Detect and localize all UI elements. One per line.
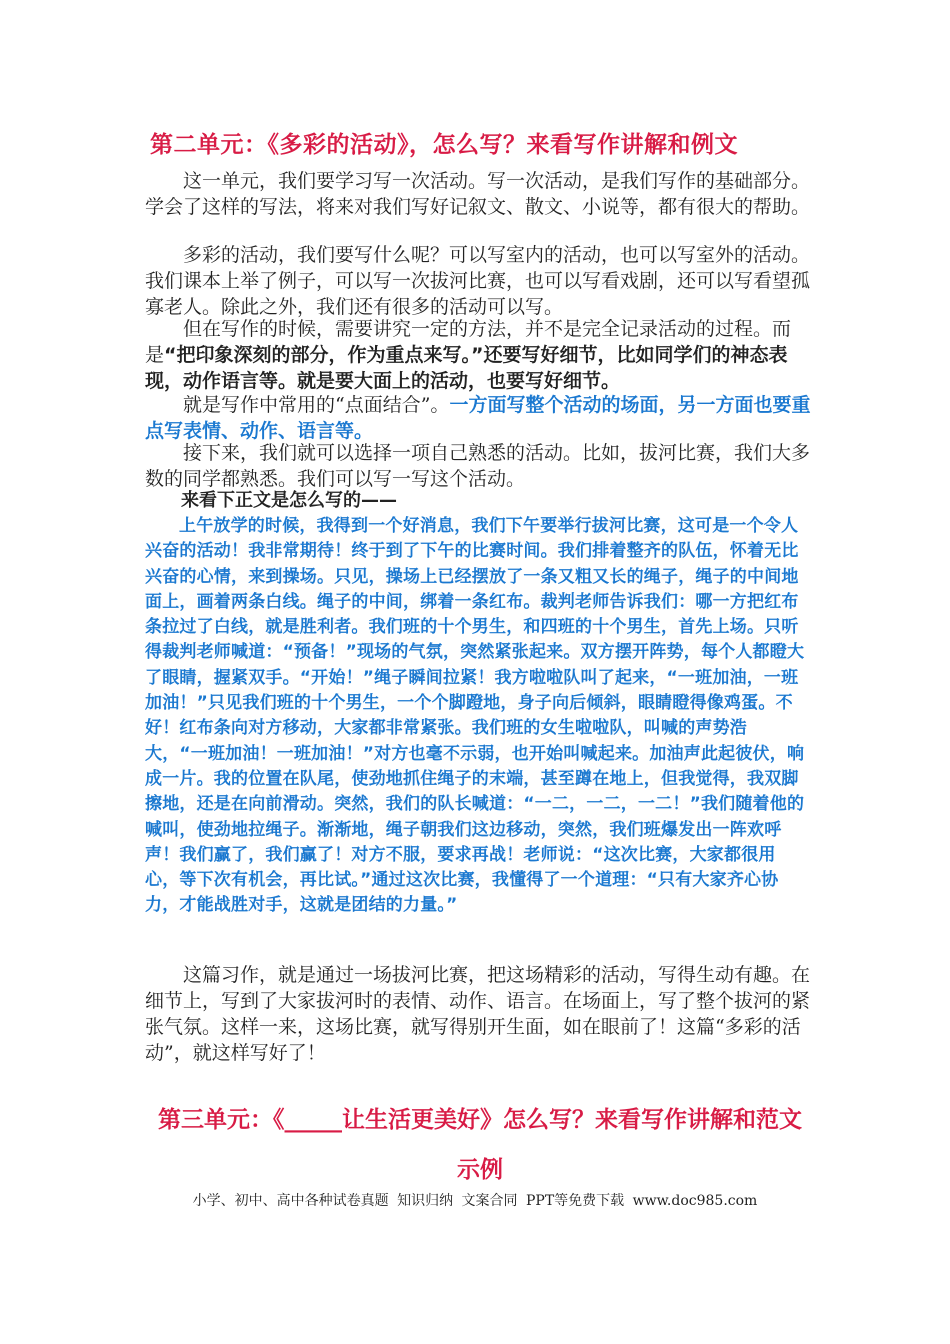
method-text: 但在写作的时候，需要讲究一定的方法，并不是完全记录活动的过程。而是 — [145, 318, 792, 366]
paragraph-method — [145, 316, 815, 394]
method-emphasis: “把印象深刻的部分，作为重点来写。”还要写好细节，比如同学们的神态表现，动作语言等。就是要大面上的活动，也要写好细节。 — [145, 344, 788, 392]
next-section-title: 第三单元：《_____让生活更美好》怎么写？来看写作讲解和范文示例 — [158, 1107, 802, 1183]
footer-watermark: 小学、初中、高中各种试卷真题 知识归纳 文案合同 PPT等免费下载 www.doc985.com — [192, 1193, 758, 1209]
paragraph-point-surface — [145, 392, 815, 444]
paragraph-intro: 这一单元，我们要学习写一次活动。写一次活动，是我们写作的基础部分。学会了这样的写法，将来对我们写好记叙文、散文、小说等，都有很大的帮助。 — [145, 170, 811, 218]
point-surface-highlight: 一方面写整个活动的场面，另一方面也要重点写表情、动作、语言等。 — [145, 394, 811, 442]
paragraph-choose-activity: 接下来，我们就可以选择一项自己熟悉的活动。比如，拔河比赛，我们大多数的同学都熟悉。我们可以写一写这个活动。 — [145, 442, 811, 490]
point-surface-text: 就是写作中常用的“点面结合”。 — [183, 394, 450, 416]
example-essay: 上午放学的时候，我得到一个好消息，我们下午要举行拔河比赛，这可是一个令人兴奋的活动！我非常期待！终于到了下午的比赛时间。我们排着整齐的队伍，怀着无比兴奋的心情，来到操场。只见，操场上已经摆放了一条又粗又长的绳子，绳子的中间地面上，画着两条白线。绳子的中间，绑着一条红布。裁判老师告诉我们：哪一方把红布条拉过了白线，就是胜利者。我们班的十个男生，和四班的十个男生，首先上场。只听得裁判老师喊道：“预备！”现场的气氛，突然紧张起来。双方摆开阵势，每个人都瞪大了眼睛，握紧双手。“开始！”绳子瞬间拉紧！我方啦啦队叫了起来，“一班加油，一班加油！”只见我们班的十个男生，一个个脚蹬地，身子向后倾斜，眼睛瞪得像鸡蛋。不好！红布条向对方移动，大家都非常紧张。我们班的女生啦啦队，叫喊的声势浩大，“一班加油！一班加油！”对方也毫不示弱，也开始叫喊起来。加油声此起彼伏，响成一片。我的位置在队尾，使劲地抓住绳子的末端，甚至蹲在地上，但我觉得，我双脚擦地，还是在向前滑动。突然，我们的队长喊道：“一二，一二，一二！”我们随着他的喊叫，使劲地拉绳子。渐渐地，绳子朝我们这边移动，突然，我们班爆发出一阵欢呼声！我们赢了，我们赢了！对方不服，要求再战！老师说：“这次比赛，大家都很用心，等下次有机会，再比试。”通过这次比赛，我懂得了一个道理：“只有大家齐心协力，才能战胜对手，这就是团结的力量。” — [145, 516, 805, 916]
paragraph-summary: 这篇习作，就是通过一场拔河比赛，把这场精彩的活动，写得生动有趣。在细节上，写到了大家拔河时的表情、动作、语言。在场面上，写了整个拔河的紧张气氛。这样一来，这场比赛，就写得别开生面，如在眼前了！这篇“多彩的活动”，就这样写好了！ — [145, 964, 811, 1064]
paragraph-what-to-write: 多彩的活动，我们要写什么呢？可以写室内的活动，也可以写室外的活动。我们课本上举了例子，可以写一次拔河比赛，也可以写看戏剧，还可以写看望孤寡老人。除此之外，我们还有很多的活动可以写。 — [145, 244, 811, 318]
example-lead: 来看下正文是怎么写的—— — [181, 490, 397, 511]
section-title: 第二单元：《多彩的活动》，怎么写？来看写作讲解和例文 — [150, 132, 738, 158]
